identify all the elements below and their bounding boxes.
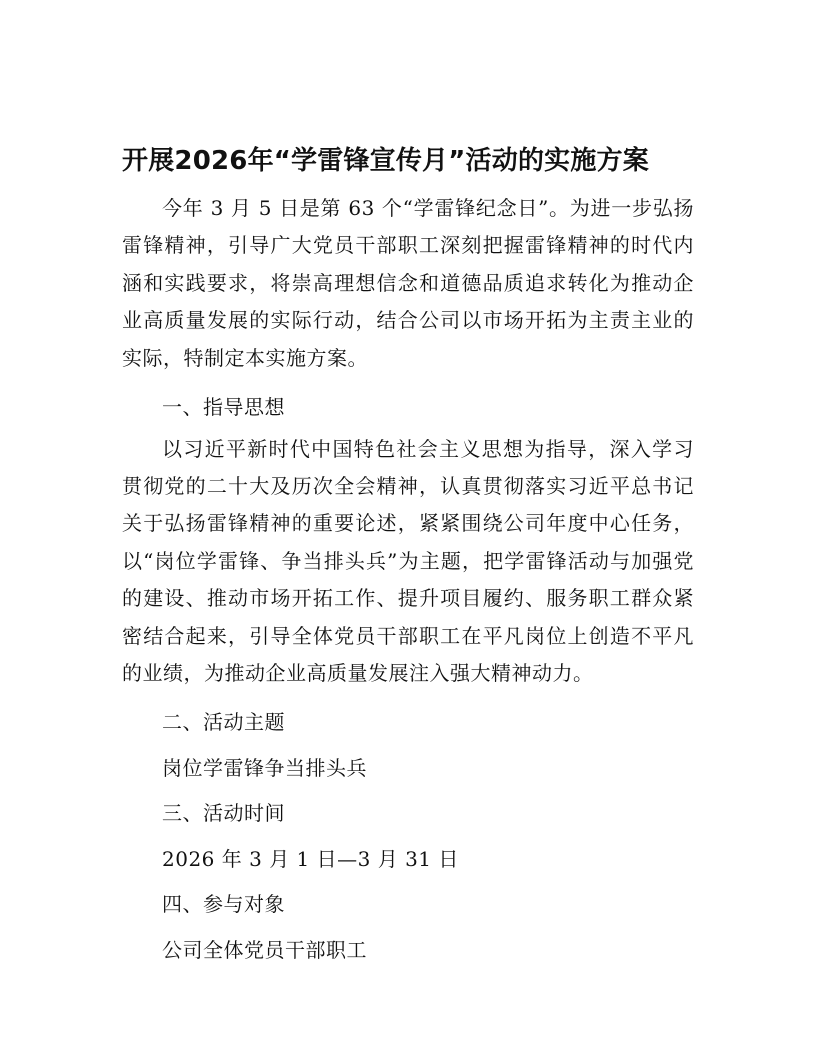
section-body-activity-time: 2026 年 3 月 1 日—3 月 31 日	[162, 846, 459, 871]
section-body-activity-theme: 岗位学雷锋争当排头兵	[162, 755, 367, 780]
section-body-participants: 公司全体党员干部职工	[162, 937, 367, 962]
section-heading-activity-time: 三、活动时间	[162, 801, 285, 826]
section-heading-participants: 四、参与对象	[162, 892, 285, 917]
section-spacer	[122, 692, 694, 700]
section-heading-activity-theme: 二、活动主题	[162, 710, 285, 735]
section-body-guiding-ideology: 以习近平新时代中国特色社会主义思想为指导，深入学习贯彻党的二十大及历次全会精神，认真贯彻落实习近平总书记关于弘扬雷锋精神的重要论述，紧紧围绕公司年度中心任务，以“岗位学雷锋、争当排头兵”为主题，把学雷锋活动与加强党的建设、推动市场开拓工作、提升项目履约、服务职工群众紧密结合起来，引导全体党员干部职工在平凡岗位上创造不平凡的业绩，为推动企业高质量发展注入强大精神动力。	[122, 436, 694, 685]
intro-paragraph: 今年 3 月 5 日是第 63 个“学雷锋纪念日”。为进一步弘扬雷锋精神，引导广大党员干部职工深刻把握雷锋精神的时代内涵和实践要求，将崇高理想信念和道德品质追求转化为推动企业高质量发展的实际行动，结合公司以市场开拓为主责主业的实际，特制定本实施方案。	[122, 196, 694, 370]
document-title: 开展2026年“学雷锋宣传月”活动的实施方案	[122, 146, 649, 176]
section-spacer	[122, 377, 694, 385]
section-heading-guiding-ideology: 一、指导思想	[162, 395, 285, 420]
document-page	[122, 136, 694, 973]
